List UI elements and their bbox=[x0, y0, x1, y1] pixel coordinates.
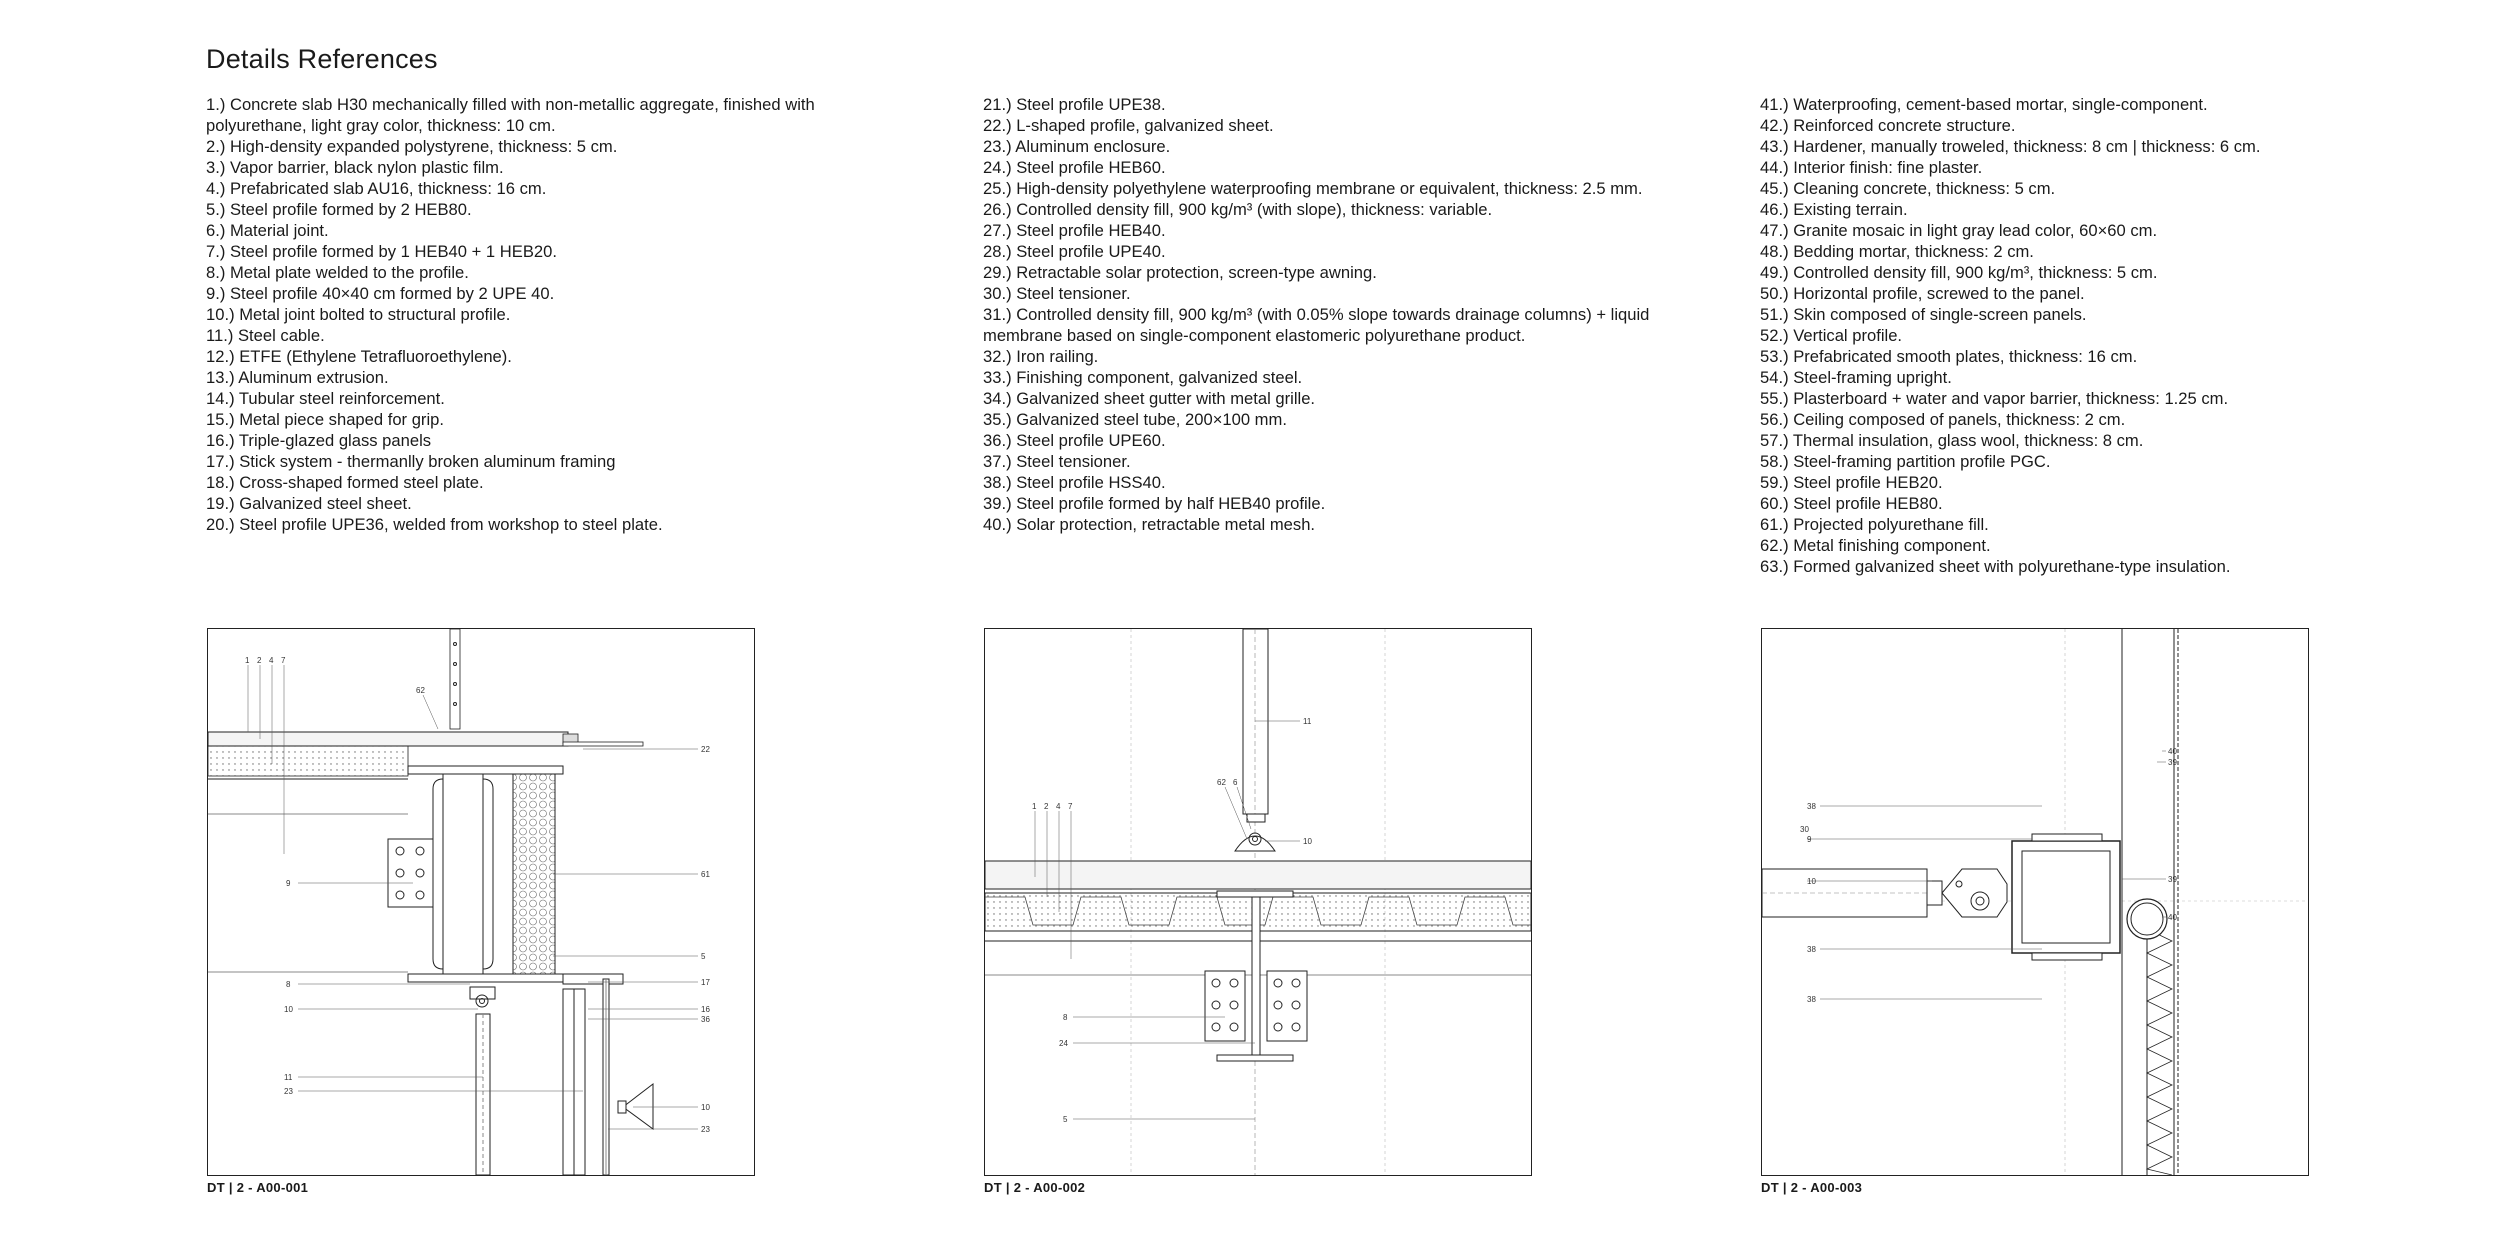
detail-2-label-4: 4 bbox=[1056, 802, 1061, 811]
reference-item: 19.) Galvanized steel sheet. bbox=[206, 494, 412, 513]
reference-item: 9.) Steel profile 40×40 cm formed by 2 UPE 40. bbox=[206, 284, 555, 303]
reference-item: 21.) Steel profile UPE38. bbox=[983, 95, 1166, 114]
reference-item: 20.) Steel profile UPE36, welded from workshop to steel plate. bbox=[206, 515, 663, 534]
reference-item: 7.) Steel profile formed by 1 HEB40 + 1 HEB20. bbox=[206, 242, 557, 261]
reference-item: 8.) Metal plate welded to the profile. bbox=[206, 263, 469, 282]
reference-item: 46.) Existing terrain. bbox=[1760, 200, 1908, 219]
reference-item: 36.) Steel profile UPE60. bbox=[983, 431, 1166, 450]
detail-2-label-5: 5 bbox=[1063, 1115, 1068, 1124]
detail-2-label-1: 1 bbox=[1032, 802, 1037, 811]
detail-1-label-23: 23 bbox=[284, 1087, 293, 1096]
detail-1-label-7: 7 bbox=[281, 656, 286, 665]
reference-item: 16.) Triple-glazed glass panels bbox=[206, 431, 432, 450]
detail-2-caption: DT | 2 - A00-002 bbox=[984, 1180, 1086, 1195]
detail-1-label-10: 10 bbox=[284, 1005, 293, 1014]
reference-item: 58.) Steel-framing partition profile PGC. bbox=[1760, 452, 2051, 471]
detail-drawing-1 bbox=[207, 628, 755, 1176]
reference-item: 42.) Reinforced concrete structure. bbox=[1760, 116, 2016, 135]
reference-item: 55.) Plasterboard + water and vapor barrier, thickness: 1.25 cm. bbox=[1760, 389, 2229, 408]
references-column-3 bbox=[1760, 94, 2460, 577]
page-title: Details References bbox=[206, 44, 438, 74]
reference-item: 59.) Steel profile HEB20. bbox=[1760, 473, 1943, 492]
reference-item: 41.) Waterproofing, cement-based mortar, single-component. bbox=[1760, 95, 2208, 114]
reference-item: 61.) Projected polyurethane fill. bbox=[1760, 515, 1989, 534]
reference-item: 44.) Interior finish: fine plaster. bbox=[1760, 158, 1983, 177]
reference-item: 3.) Vapor barrier, black nylon plastic film. bbox=[206, 158, 504, 177]
reference-item: 54.) Steel-framing upright. bbox=[1760, 368, 1952, 387]
reference-item: 34.) Galvanized sheet gutter with metal grille. bbox=[983, 389, 1316, 408]
detail-1-label-10b: 10 bbox=[701, 1103, 710, 1112]
reference-item: 24.) Steel profile HEB60. bbox=[983, 158, 1166, 177]
reference-item: 43.) Hardener, manually troweled, thickness: 8 cm | thickness: 6 cm. bbox=[1760, 137, 2261, 156]
detail-1-label-5: 5 bbox=[701, 952, 706, 961]
references-column-1 bbox=[206, 94, 906, 535]
detail-3-label-39b: 39 bbox=[2168, 875, 2177, 884]
detail-2-label-11: 11 bbox=[1303, 717, 1312, 726]
detail-3-label-40: 40 bbox=[2168, 747, 2177, 756]
reference-item: 35.) Galvanized steel tube, 200×100 mm. bbox=[983, 410, 1287, 429]
detail-1-label-62: 62 bbox=[416, 686, 425, 695]
reference-item: 5.) Steel profile formed by 2 HEB80. bbox=[206, 200, 472, 219]
reference-item: 12.) ETFE (Ethylene Tetrafluoroethylene). bbox=[206, 347, 512, 366]
detail-1-label-4: 4 bbox=[269, 656, 274, 665]
reference-item: 62.) Metal finishing component. bbox=[1760, 536, 1991, 555]
detail-1-label-16: 16 bbox=[701, 1005, 710, 1014]
detail-2-label-2: 2 bbox=[1044, 802, 1049, 811]
reference-item: 30.) Steel tensioner. bbox=[983, 284, 1131, 303]
reference-item: 25.) High-density polyethylene waterproofing membrane or equivalent, thickness: 2.5 mm. bbox=[983, 179, 1643, 198]
detail-1-label-61: 61 bbox=[701, 870, 710, 879]
prefab-slab bbox=[208, 746, 408, 776]
reference-item: 33.) Finishing component, galvanized steel. bbox=[983, 368, 1303, 387]
reference-item: 47.) Granite mosaic in light gray lead color, 60×60 cm. bbox=[1760, 221, 2158, 240]
reference-item: 1.) Concrete slab H30 mechanically filled with non-metallic aggregate, finished with polyurethane, light gray color, thickness: 10 cm. bbox=[206, 95, 815, 135]
reference-item: 11.) Steel cable. bbox=[206, 326, 325, 345]
detail-2-label-6: 6 bbox=[1233, 778, 1238, 787]
detail-1-label-11: 11 bbox=[284, 1073, 293, 1082]
reference-item: 37.) Steel tensioner. bbox=[983, 452, 1131, 471]
reference-item: 29.) Retractable solar protection, screen-type awning. bbox=[983, 263, 1377, 282]
detail-1-label-36: 36 bbox=[701, 1015, 710, 1024]
detail-1-label-2: 2 bbox=[257, 656, 262, 665]
detail-1-label-8: 8 bbox=[286, 980, 291, 989]
detail-drawing-3 bbox=[1761, 628, 2309, 1176]
detail-1-label-23b: 23 bbox=[701, 1125, 710, 1134]
reference-item: 57.) Thermal insulation, glass wool, thickness: 8 cm. bbox=[1760, 431, 2144, 450]
detail-1-label-22: 22 bbox=[701, 745, 710, 754]
concrete-slab bbox=[208, 732, 568, 746]
reference-item: 10.) Metal joint bolted to structural profile. bbox=[206, 305, 511, 324]
detail-2-label-62: 62 bbox=[1217, 778, 1226, 787]
reference-item: 51.) Skin composed of single-screen panels. bbox=[1760, 305, 2087, 324]
reference-item: 15.) Metal piece shaped for grip. bbox=[206, 410, 444, 429]
detail-3-label-38b: 38 bbox=[1807, 945, 1816, 954]
detail-1-caption: DT | 2 - A00-001 bbox=[207, 1180, 309, 1195]
reference-item: 2.) High-density expanded polystyrene, thickness: 5 cm. bbox=[206, 137, 618, 156]
reference-item: 18.) Cross-shaped formed steel plate. bbox=[206, 473, 484, 492]
reference-item: 31.) Controlled density fill, 900 kg/m³ (with 0.05% slope towards drainage columns) + liquid membrane based on single-component elastomeric polyurethane product. bbox=[983, 305, 1650, 345]
reference-item: 27.) Steel profile HEB40. bbox=[983, 221, 1166, 240]
reference-item: 52.) Vertical profile. bbox=[1760, 326, 1903, 345]
reference-item: 53.) Prefabricated smooth plates, thickness: 16 cm. bbox=[1760, 347, 2138, 366]
reference-item: 17.) Stick system - thermanlly broken aluminum framing bbox=[206, 452, 616, 471]
detail-2-svg bbox=[985, 629, 1531, 1175]
detail-3-label-39: 39 bbox=[2168, 758, 2177, 767]
detail-1-label-9: 9 bbox=[286, 879, 291, 888]
reference-item: 28.) Steel profile UPE40. bbox=[983, 242, 1166, 261]
detail-1-label-17: 17 bbox=[701, 978, 710, 987]
reference-item: 4.) Prefabricated slab AU16, thickness: 16 cm. bbox=[206, 179, 547, 198]
detail-3-label-30: 30 bbox=[1800, 825, 1809, 834]
reference-item: 48.) Bedding mortar, thickness: 2 cm. bbox=[1760, 242, 2034, 261]
detail-2-label-8: 8 bbox=[1063, 1013, 1068, 1022]
detail-3-label-40b: 40 bbox=[2168, 913, 2177, 922]
detail-1-label-1: 1 bbox=[245, 656, 250, 665]
detail-3-label-38c: 38 bbox=[1807, 995, 1816, 1004]
reference-item: 40.) Solar protection, retractable metal mesh. bbox=[983, 515, 1316, 534]
detail-2-label-7: 7 bbox=[1068, 802, 1073, 811]
reference-item: 13.) Aluminum extrusion. bbox=[206, 368, 389, 387]
references-column-2 bbox=[983, 94, 1683, 535]
reference-item: 39.) Steel profile formed by half HEB40 profile. bbox=[983, 494, 1326, 513]
reference-item: 50.) Horizontal profile, screwed to the panel. bbox=[1760, 284, 2085, 303]
detail-3-label-10: 10 bbox=[1807, 877, 1816, 886]
reference-item: 38.) Steel profile HSS40. bbox=[983, 473, 1166, 492]
detail-2-label-10: 10 bbox=[1303, 837, 1312, 846]
detail-3-label-38a: 38 bbox=[1807, 802, 1816, 811]
detail-drawing-2 bbox=[984, 628, 1532, 1176]
reference-item: 26.) Controlled density fill, 900 kg/m³ (with slope), thickness: variable. bbox=[983, 200, 1493, 219]
reference-item: 60.) Steel profile HEB80. bbox=[1760, 494, 1943, 513]
reference-item: 56.) Ceiling composed of panels, thickness: 2 cm. bbox=[1760, 410, 2126, 429]
reference-item: 63.) Formed galvanized sheet with polyurethane-type insulation. bbox=[1760, 557, 2231, 576]
detail-2-label-24: 24 bbox=[1059, 1039, 1068, 1048]
reference-item: 45.) Cleaning concrete, thickness: 5 cm. bbox=[1760, 179, 2056, 198]
reference-item: 49.) Controlled density fill, 900 kg/m³, thickness: 5 cm. bbox=[1760, 263, 2158, 282]
reference-item: 23.) Aluminum enclosure. bbox=[983, 137, 1171, 156]
detail-1-svg bbox=[208, 629, 754, 1175]
detail-3-caption: DT | 2 - A00-003 bbox=[1761, 1180, 1863, 1195]
reference-item: 14.) Tubular steel reinforcement. bbox=[206, 389, 445, 408]
detail-3-svg bbox=[1762, 629, 2308, 1175]
reference-item: 22.) L-shaped profile, galvanized sheet. bbox=[983, 116, 1274, 135]
reference-item: 6.) Material joint. bbox=[206, 221, 329, 240]
detail-3-label-9: 9 bbox=[1807, 835, 1812, 844]
reference-item: 32.) Iron railing. bbox=[983, 347, 1099, 366]
